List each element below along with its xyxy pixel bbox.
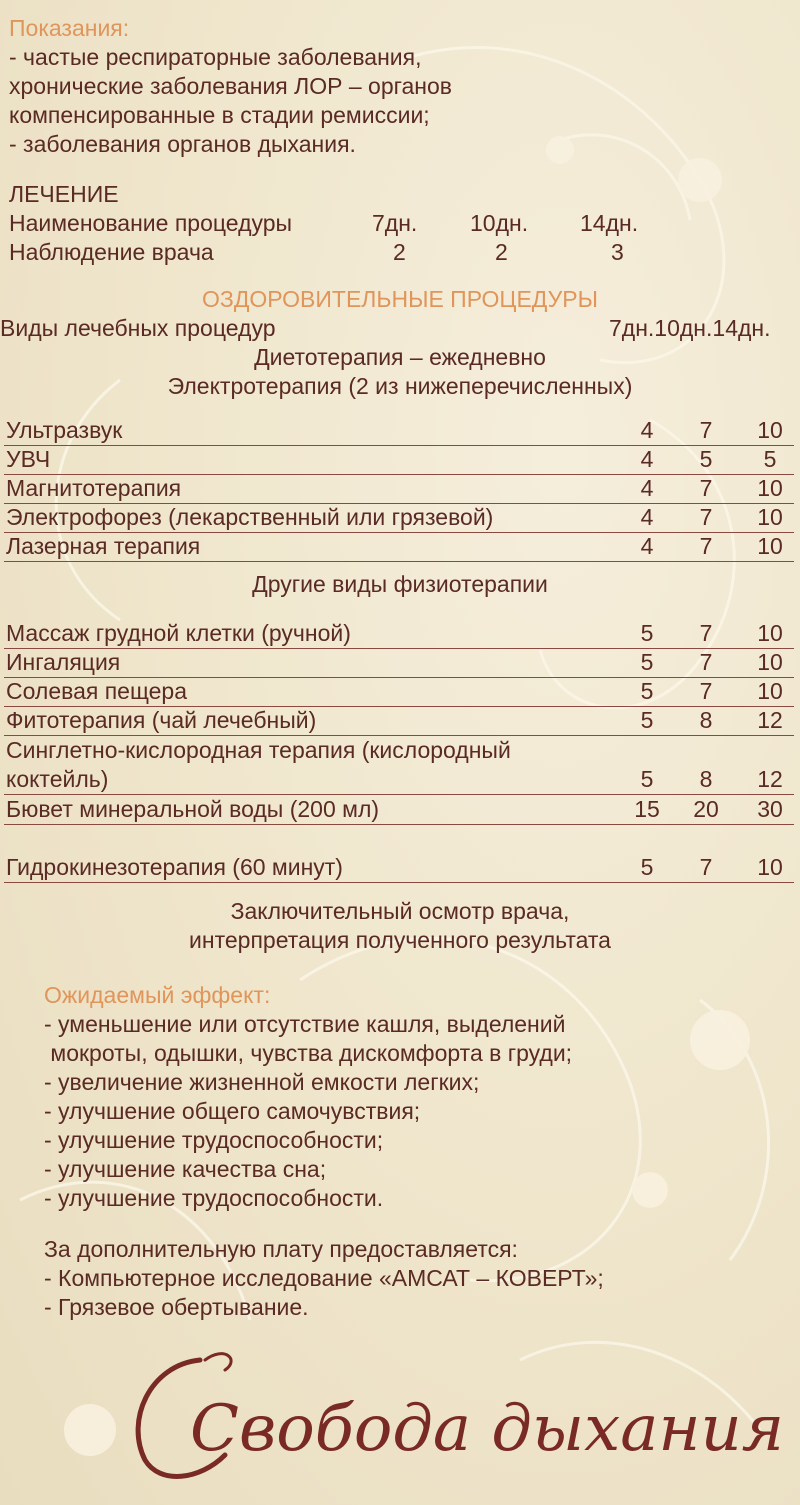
procedure-name: Синглетно-кислородная терапия (кислородный коктейль) <box>6 737 511 792</box>
value-7: 4 <box>640 533 654 559</box>
treatment-title: ЛЕЧЕНИЕ <box>9 181 119 207</box>
final-exam-line: Заключительный осмотр врача, <box>230 898 570 924</box>
table-row <box>4 532 794 562</box>
procedure-name: Электрофорез (лекарственный или грязевой) <box>6 504 494 530</box>
procedure-name: УВЧ <box>6 446 51 472</box>
procedure-name: Солевая пещера <box>6 678 187 704</box>
table-row <box>4 416 794 446</box>
value-10: 5 <box>699 446 713 472</box>
value-7: 4 <box>640 417 654 443</box>
treatment-header-name: Наименование процедуры <box>9 210 293 236</box>
diet-therapy: Диетотерапия – ежедневно <box>254 344 546 370</box>
procedure-name: Ингаляция <box>6 649 121 675</box>
value-14: 10 <box>757 417 783 443</box>
table-row <box>4 503 794 533</box>
value-7: 4 <box>640 446 654 472</box>
value-7: 4 <box>640 475 654 501</box>
indications-line: хронические заболевания ЛОР – органов <box>9 73 453 99</box>
procedure-name: Ультразвук <box>6 417 123 443</box>
effect-line: - уменьшение или отсутствие кашля, выделений <box>44 1011 566 1037</box>
value-14: 30 <box>757 796 783 822</box>
value-7: 5 <box>640 620 654 646</box>
table-row <box>4 619 794 649</box>
procedure-name: Гидрокинезотерапия (60 минут) <box>6 854 343 880</box>
effect-line: - увеличение жизненной емкости легких; <box>44 1069 480 1095</box>
indications-title: Показания: <box>9 15 130 41</box>
extra-line: - Компьютерное исследование «АМСАТ – КОВЕРТ»; <box>44 1265 604 1291</box>
physio-title: Другие виды физиотерапии <box>252 571 548 597</box>
procedure-name: Массаж грудной клетки (ручной) <box>6 620 351 646</box>
extra-title: За дополнительную плату предоставляется: <box>44 1236 518 1262</box>
value-14: 10 <box>757 533 783 559</box>
effect-line: - улучшение общего самочувствия; <box>44 1098 421 1124</box>
value-10: 20 <box>693 796 719 822</box>
value-10: 7 <box>699 475 713 501</box>
value-7: 5 <box>640 766 654 792</box>
doctor-observation-7: 2 <box>393 239 406 265</box>
value-14: 5 <box>763 446 777 472</box>
table-row <box>4 648 794 678</box>
doctor-observation-name: Наблюдение врача <box>9 239 214 265</box>
value-10: 8 <box>699 766 713 792</box>
indications-line: - заболевания органов дыхания. <box>9 131 356 157</box>
value-7: 5 <box>640 649 654 675</box>
value-14: 10 <box>757 678 783 704</box>
doctor-observation-10: 2 <box>495 239 508 265</box>
table-row <box>4 445 794 475</box>
procedure-name: Бювет минеральной воды (200 мл) <box>6 796 380 822</box>
value-7: 4 <box>640 504 654 530</box>
effect-line: мокроты, одышки, чувства дискомфорта в груди; <box>44 1040 573 1066</box>
table-row <box>4 474 794 504</box>
value-7: 5 <box>640 854 654 880</box>
value-10: 7 <box>699 533 713 559</box>
value-14: 10 <box>757 504 783 530</box>
effect-line: - улучшение трудоспособности; <box>44 1127 384 1153</box>
value-14: 10 <box>757 854 783 880</box>
value-7: 5 <box>640 707 654 733</box>
value-7: 15 <box>634 796 660 822</box>
indications-line: компенсированные в стадии ремиссии; <box>9 102 430 128</box>
procedure-name: Фитотерапия (чай лечебный) <box>6 707 317 733</box>
value-10: 7 <box>699 620 713 646</box>
table-row <box>4 706 794 736</box>
table-row <box>4 853 794 883</box>
program-title-script <box>130 1340 785 1490</box>
electro-title: Электротерапия (2 из нижеперечисленных) <box>167 373 633 399</box>
value-14: 10 <box>757 620 783 646</box>
table-row <box>4 736 794 795</box>
procedures-header-right: 7дн.10дн.14дн. <box>609 315 771 341</box>
procedure-name: Лазерная терапия <box>6 533 201 559</box>
procedures-header-left: Виды лечебных процедур <box>0 315 276 341</box>
table-row <box>4 677 794 707</box>
value-7: 5 <box>640 678 654 704</box>
effect-line: - улучшение качества сна; <box>44 1156 327 1182</box>
procedure-name: Магнитотерапия <box>6 475 182 501</box>
treatment-header-7: 7дн. <box>372 210 418 236</box>
doctor-observation-14: 3 <box>611 239 624 265</box>
extra-line: - Грязевое обертывание. <box>44 1294 309 1320</box>
treatment-header-14: 14дн. <box>580 210 639 236</box>
value-14: 10 <box>757 475 783 501</box>
value-10: 7 <box>699 678 713 704</box>
indications-line: - частые респираторные заболевания, <box>9 44 422 70</box>
value-14: 10 <box>757 649 783 675</box>
value-14: 12 <box>757 766 783 792</box>
procedures-title: ОЗДОРОВИТЕЛЬНЫЕ ПРОЦЕДУРЫ <box>202 286 598 312</box>
treatment-header-10: 10дн. <box>470 210 529 236</box>
effect-line: - улучшение трудоспособности. <box>44 1185 384 1211</box>
program-title: Свобода дыхания <box>190 1392 785 1466</box>
value-10: 7 <box>699 504 713 530</box>
value-14: 12 <box>757 707 783 733</box>
table-row <box>4 795 794 825</box>
value-10: 8 <box>699 707 713 733</box>
value-10: 7 <box>699 417 713 443</box>
value-10: 7 <box>699 854 713 880</box>
effect-title: Ожидаемый эффект: <box>44 982 271 1008</box>
value-10: 7 <box>699 649 713 675</box>
final-exam-line: интерпретация полученного результата <box>189 927 611 953</box>
